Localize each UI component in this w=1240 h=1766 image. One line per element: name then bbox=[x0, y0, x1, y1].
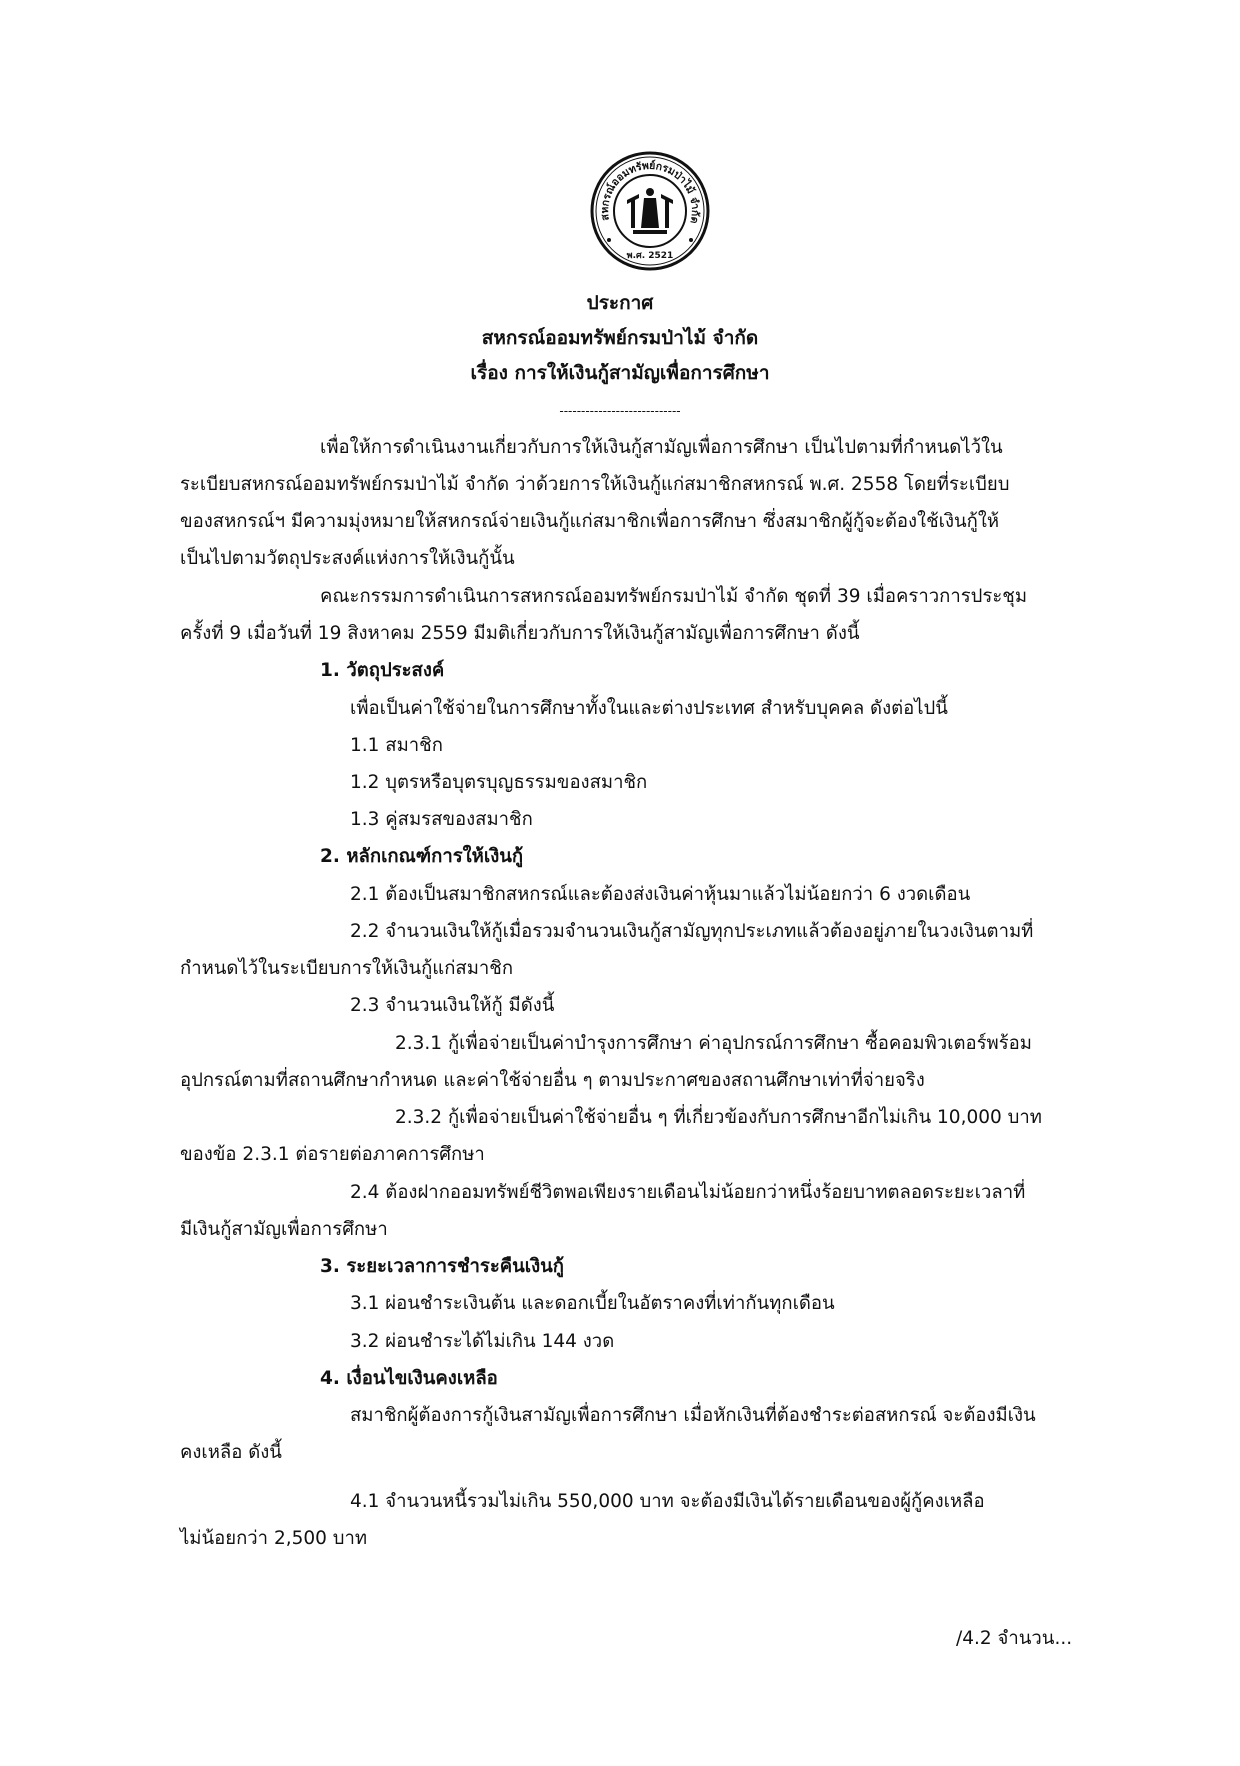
item-2-4-line-1: 2.4 ต้องฝากออมทรัพย์ชีวิตพอเพียงรายเดือนไม่น้อยกว่าหนึ่งร้อยบาทตลอดระยะเวลาที่ bbox=[350, 1182, 1026, 1203]
organization-name: สหกรณ์ออมทรัพย์กรมป่าไม้ จำกัด bbox=[481, 327, 759, 349]
section-2-heading: 2. หลักเกณฑ์การให้เงินกู้ bbox=[320, 846, 524, 867]
item-2-4-line-2: มีเงินกู้สามัญเพื่อการศึกษา bbox=[180, 1219, 388, 1240]
section-4-text-line-2: คงเหลือ ดังนี้ bbox=[180, 1442, 282, 1463]
intro-line-2: ระเบียบสหกรณ์ออมทรัพย์กรมป่าไม้ จำกัด ว่าด้วยการให้เงินกู้แก่สมาชิกสหกรณ์ พ.ศ. 2558 โดยที่ระเบียบ bbox=[180, 474, 1010, 495]
seal-year-text: พ.ศ. 2521 bbox=[626, 251, 674, 261]
section-1-heading: 1. วัตถุประสงค์ bbox=[320, 660, 445, 681]
section-1-text: เพื่อเป็นค่าใช้จ่ายในการศึกษาทั้งในและต่างประเทศ สำหรับบุคคล ดังต่อไปนี้ bbox=[350, 698, 948, 719]
section-1-item: 1.3 คู่สมรสของสมาชิก bbox=[350, 809, 533, 830]
resolution-line-2: ครั้งที่ 9 เมื่อวันที่ 19 สิงหาคม 2559 มีมติเกี่ยวกับการให้เงินกู้สามัญเพื่อการศึกษา ดังนี้ bbox=[180, 623, 860, 644]
continuation-note: /4.2 จำนวน... bbox=[956, 1628, 1073, 1649]
seal-ring-text: สหกรณ์ออมทรัพย์กรมป่าไม้ จำกัด bbox=[598, 159, 702, 225]
section-4-heading: 4. เงื่อนไขเงินคงเหลือ bbox=[320, 1368, 498, 1389]
item-3-1: 3.1 ผ่อนชำระเงินต้น และดอกเบี้ยในอัตราคงที่เท่ากันทุกเดือน bbox=[350, 1293, 835, 1314]
item-2-3-2-line-2: ของข้อ 2.3.1 ต่อรายต่อภาคการศึกษา bbox=[180, 1144, 485, 1165]
section-4-text-line-1: สมาชิกผู้ต้องการกู้เงินสามัญเพื่อการศึกษา เมื่อหักเงินที่ต้องชำระต่อสหกรณ์ จะต้องมีเงิน bbox=[350, 1405, 1036, 1426]
item-2-3: 2.3 จำนวนเงินให้กู้ มีดังนี้ bbox=[350, 995, 555, 1016]
intro-line-4: เป็นไปตามวัตถุประสงค์แห่งการให้เงินกู้นั้น bbox=[180, 548, 515, 569]
item-3-2: 3.2 ผ่อนชำระได้ไม่เกิน 144 งวด bbox=[350, 1331, 615, 1352]
cooperative-seal-logo bbox=[589, 150, 711, 272]
item-2-3-1-line-1: 2.3.1 กู้เพื่อจ่ายเป็นค่าบำรุงการศึกษา ค่าอุปกรณ์การศึกษา ซื้อคอมพิวเตอร์พร้อม bbox=[395, 1033, 1032, 1054]
announcement-subject: เรื่อง การให้เงินกู้สามัญเพื่อการศึกษา bbox=[470, 362, 770, 384]
section-1-item: 1.1 สมาชิก bbox=[350, 735, 443, 756]
item-2-2-line-2: กำหนดไว้ในระเบียบการให้เงินกู้แก่สมาชิก bbox=[180, 958, 514, 979]
announcement-title: ประกาศ bbox=[586, 292, 654, 314]
intro-line-3: ของสหกรณ์ฯ มีความมุ่งหมายให้สหกรณ์จ่ายเงินกู้แก่สมาชิกเพื่อการศึกษา ซึ่งสมาชิกผู้กู้จะต้องใช้เงินกู้ให้ bbox=[180, 511, 1000, 532]
item-2-1: 2.1 ต้องเป็นสมาชิกสหกรณ์และต้องส่งเงินค่าหุ้นมาแล้วไม่น้อยกว่า 6 งวดเดือน bbox=[350, 884, 971, 905]
seal-emblem-icon bbox=[627, 188, 673, 234]
section-1-item: 1.2 บุตรหรือบุตรบุญธรรมของสมาชิก bbox=[350, 772, 648, 793]
section-3-heading: 3. ระยะเวลาการชำระคืนเงินกู้ bbox=[320, 1256, 564, 1277]
item-2-3-2-line-1: 2.3.2 กู้เพื่อจ่ายเป็นค่าใช้จ่ายอื่น ๆ ที่เกี่ยวข้องกับการศึกษาอีกไม่เกิน 10,000 บาท bbox=[395, 1107, 1042, 1128]
item-2-3-1-line-2: อุปกรณ์ตามที่สถานศึกษากำหนด และค่าใช้จ่ายอื่น ๆ ตามประกาศของสถานศึกษาเท่าที่จ่ายจริง bbox=[180, 1070, 925, 1091]
intro-line-1: เพื่อให้การดำเนินงานเกี่ยวกับการให้เงินกู้สามัญเพื่อการศึกษา เป็นไปตามที่กำหนดไว้ใน bbox=[320, 437, 1003, 458]
resolution-line-1: คณะกรรมการดำเนินการสหกรณ์ออมทรัพย์กรมป่าไม้ จำกัด ชุดที่ 39 เมื่อคราวการประชุม bbox=[320, 586, 1028, 607]
item-4-1-line-2: ไม่น้อยกว่า 2,500 บาท bbox=[180, 1528, 368, 1549]
item-2-2-line-1: 2.2 จำนวนเงินให้กู้เมื่อรวมจำนวนเงินกู้สามัญทุกประเภทแล้วต้องอยู่ภายในวงเงินตามที่ bbox=[350, 921, 1034, 942]
header-divider: ---------------------------- bbox=[559, 404, 681, 418]
item-4-1-line-1: 4.1 จำนวนหนี้รวมไม่เกิน 550,000 บาท จะต้องมีเงินได้รายเดือนของผู้กู้คงเหลือ bbox=[350, 1491, 985, 1512]
